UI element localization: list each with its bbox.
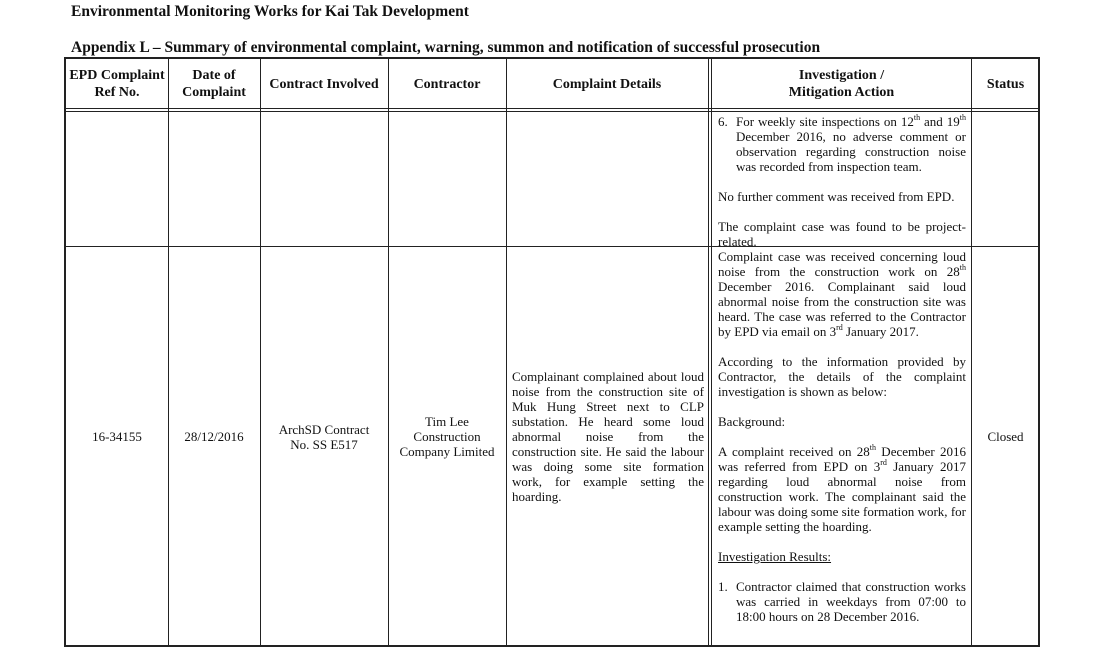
header-status: Status [986,76,1025,92]
text-run: A complaint received on 28 [718,444,870,459]
superscript: th [913,113,921,122]
contractor-info-paragraph: According to the information provided by Contractor, the details of the complaint investigation is shown as below: [718,354,966,399]
text-run: January 2017 regarding loud abnormal noise from construction work. The complainant said the labour was doing some site formation work, for example setting the hoarding. [718,459,966,534]
text-run: December 2016. Complainant said loud abnormal noise from the construction site was heard. The case was referred to the Contractor by EPD via email on 3 [718,279,966,339]
text-run: For weekly site inspections on 12 [736,114,914,129]
row2-status: Closed [987,429,1024,444]
header-complaint-details: Complaint Details [552,76,662,92]
row2-investigation-cell [718,249,966,624]
list-text: Contractor claimed that construction works was carried in weekdays from 07:00 to 18:00 hours on 28 December 2016. [736,579,966,624]
list-text [736,114,966,174]
complaint-details-text: Complainant complained about loud noise from the construction site of Muk Hung Street next to CLP substation. He heard some loud abnormal noise from the construction site. He said the labour was doing some site formation work, for example setting the hoarding. [512,369,704,504]
text-run: and 19 [920,114,960,129]
appendix-title: Appendix L – Summary of environmental complaint, warning, summon and notification of successful prosecution [71,39,821,56]
text-run: December 2016 was referred from EPD on 3 [718,444,966,474]
superscript: th [869,443,877,452]
header-investigation-line1: Investigation / [798,68,885,83]
background-label: Background: [718,414,786,429]
superscript: rd [836,323,843,332]
superscript: rd [880,458,887,467]
complaint-summary-table [64,57,1040,647]
list-number: 6. [718,114,728,129]
list-item [718,579,966,624]
superscript: th [959,113,966,122]
superscript: th [959,263,966,272]
header-contractor: Contractor [413,76,481,92]
document-title: Environmental Monitoring Works for Kai Tak Development [71,3,469,20]
row2-contractor: Tim Lee Construction Company Limited [399,414,495,459]
investigation-results-label [718,549,966,564]
text-run: Investigation Results: [718,549,832,564]
background-paragraph [718,444,966,534]
list-item [718,114,966,174]
header-date: Date of Complaint [182,68,246,100]
list-number: 1. [718,579,728,594]
column-divider [506,59,507,645]
no-further-comment: No further comment was received from EPD. [718,189,955,204]
row2-complaint-details [512,249,704,624]
complaint-received-paragraph [718,249,966,339]
header-investigation-line2: Mitigation Action [788,85,895,100]
header-contract: Contract Involved [269,76,379,92]
text-run: January 2017. [842,324,919,339]
header-ref-no: EPD Complaint Ref No. [69,68,165,100]
row2-date: 28/12/2016 [184,429,244,444]
text-run: December 2016, no adverse comment or observation regarding construction noise was recorded from inspection team. [736,129,966,174]
text-run: Complaint case was received concerning loud noise from the construction work on 28 [718,249,966,279]
project-related-note: The complaint case was found to be project-related. [718,219,966,249]
row1-investigation-cell [718,114,966,249]
column-divider [708,59,709,645]
header-investigation [712,59,971,109]
row2-ref-no: 16-34155 [92,429,142,444]
row2-contract: ArchSD Contract No. SS E517 [278,421,370,452]
